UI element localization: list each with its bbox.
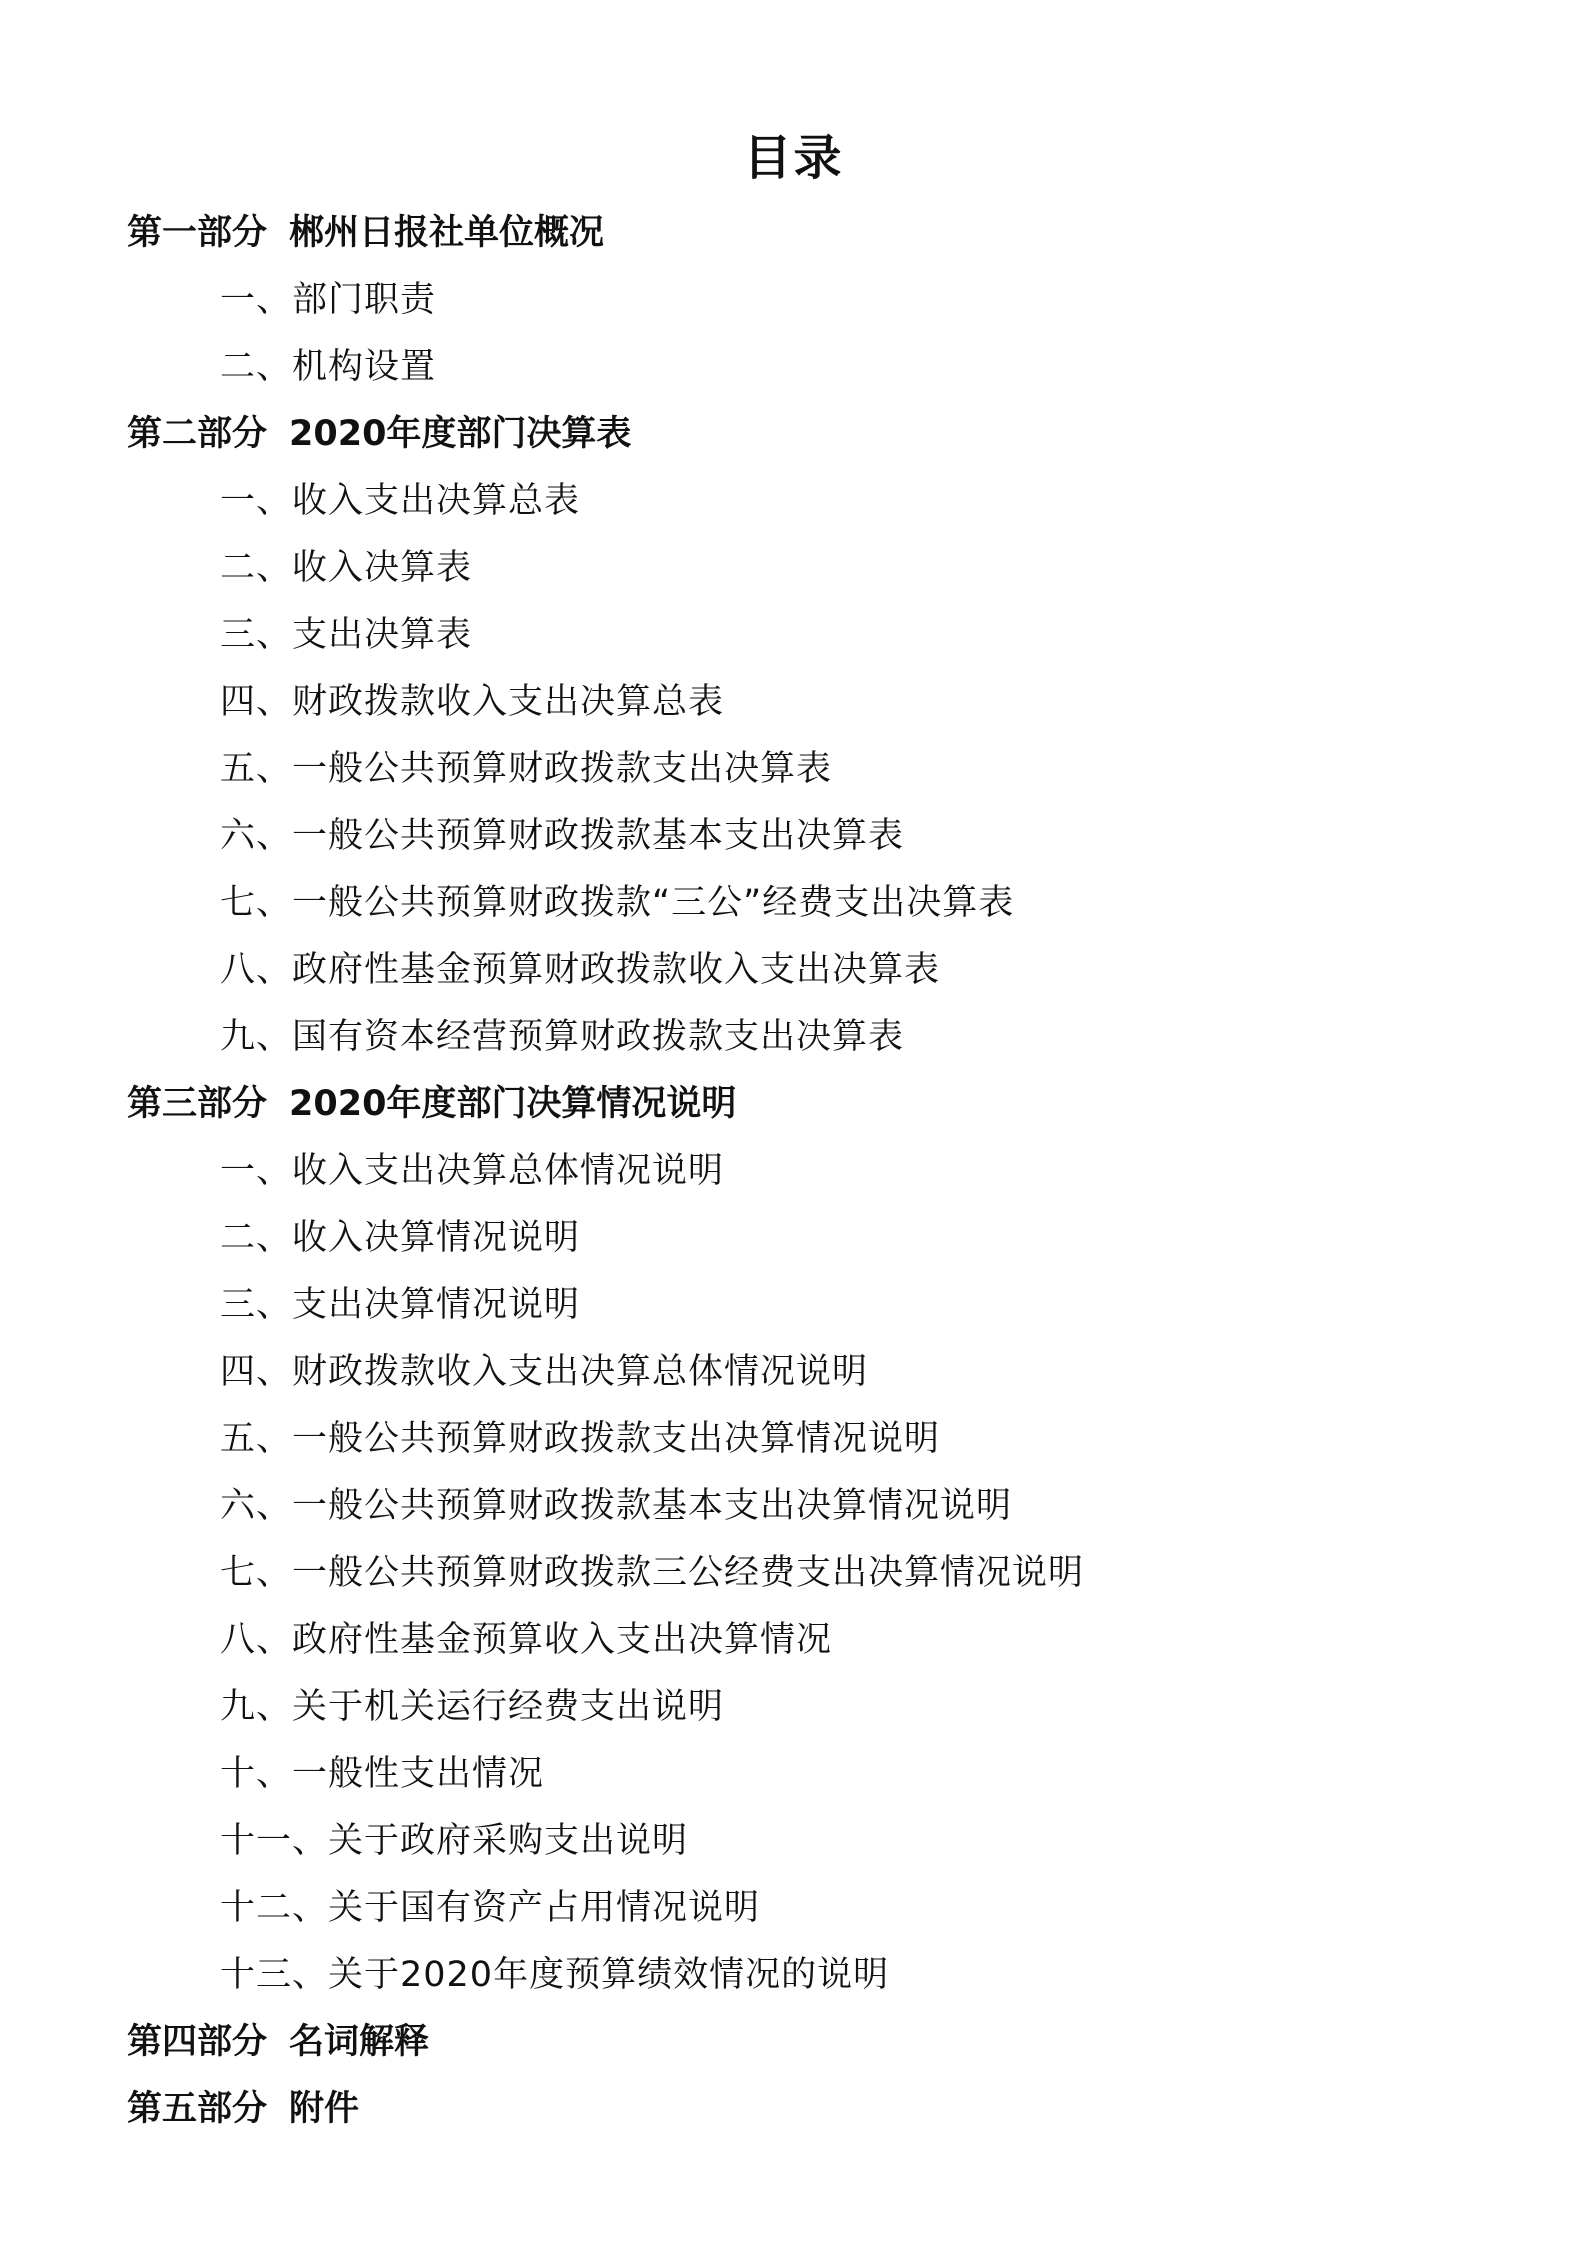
toc-item: 五、一般公共预算财政拨款支出决算表 [220,749,833,789]
toc-section-3 [0,1071,1587,1138]
toc-item: 十二、关于国有资产占用情况说明 [220,1888,761,1928]
toc-item: 三、支出决算表 [220,615,473,655]
section-part-label: 第四部分 [127,2022,268,2062]
toc-item: 十三、关于2020年度预算绩效情况的说明 [220,1955,890,1995]
toc-section-2 [0,401,1587,468]
toc-item: 六、一般公共预算财政拨款基本支出决算表 [220,816,905,856]
toc-item: 三、支出决算情况说明 [220,1285,581,1325]
toc-item: 四、财政拨款收入支出决算总体情况说明 [220,1352,869,1392]
toc-item: 一、收入支出决算总表 [220,481,581,521]
toc-item: 五、一般公共预算财政拨款支出决算情况说明 [220,1419,941,1459]
section-name: 附件 [289,2089,360,2129]
toc-item: 十一、关于政府采购支出说明 [220,1821,689,1861]
toc-item: 十、一般性支出情况 [220,1754,545,1794]
section-part-label: 第一部分 [127,213,268,253]
toc-title: 目录 [743,130,844,186]
toc-section-5 [0,2076,1587,2143]
toc-item: 七、一般公共预算财政拨款三公经费支出决算情况说明 [220,1553,1085,1593]
toc-list [0,200,1587,2143]
toc-item: 二、收入决算表 [220,548,473,588]
toc-item: 九、关于机关运行经费支出说明 [220,1687,725,1727]
toc-item: 八、政府性基金预算财政拨款收入支出决算表 [220,950,941,990]
toc-item: 二、收入决算情况说明 [220,1218,581,1258]
toc-item: 八、政府性基金预算收入支出决算情况 [220,1620,833,1660]
section-part-label: 第五部分 [127,2089,268,2129]
toc-item: 九、国有资本经营预算财政拨款支出决算表 [220,1017,905,1057]
toc-item: 一、部门职责 [220,280,437,320]
section-name: 郴州日报社单位概况 [289,213,605,253]
toc-item: 六、一般公共预算财政拨款基本支出决算情况说明 [220,1486,1013,1526]
toc-section-1 [0,200,1587,267]
section-name: 2020年度部门决算表 [289,414,632,454]
section-part-label: 第二部分 [127,414,268,454]
toc-item: 四、财政拨款收入支出决算总表 [220,682,725,722]
toc-item: 二、机构设置 [220,347,437,387]
toc-section-4 [0,2009,1587,2076]
section-name: 名词解释 [289,2022,430,2062]
section-part-label: 第三部分 [127,1084,268,1124]
section-name: 2020年度部门决算情况说明 [289,1084,737,1124]
toc-item: 一、收入支出决算总体情况说明 [220,1151,725,1191]
toc-item: 七、一般公共预算财政拨款“三公”经费支出决算表 [220,883,1015,923]
